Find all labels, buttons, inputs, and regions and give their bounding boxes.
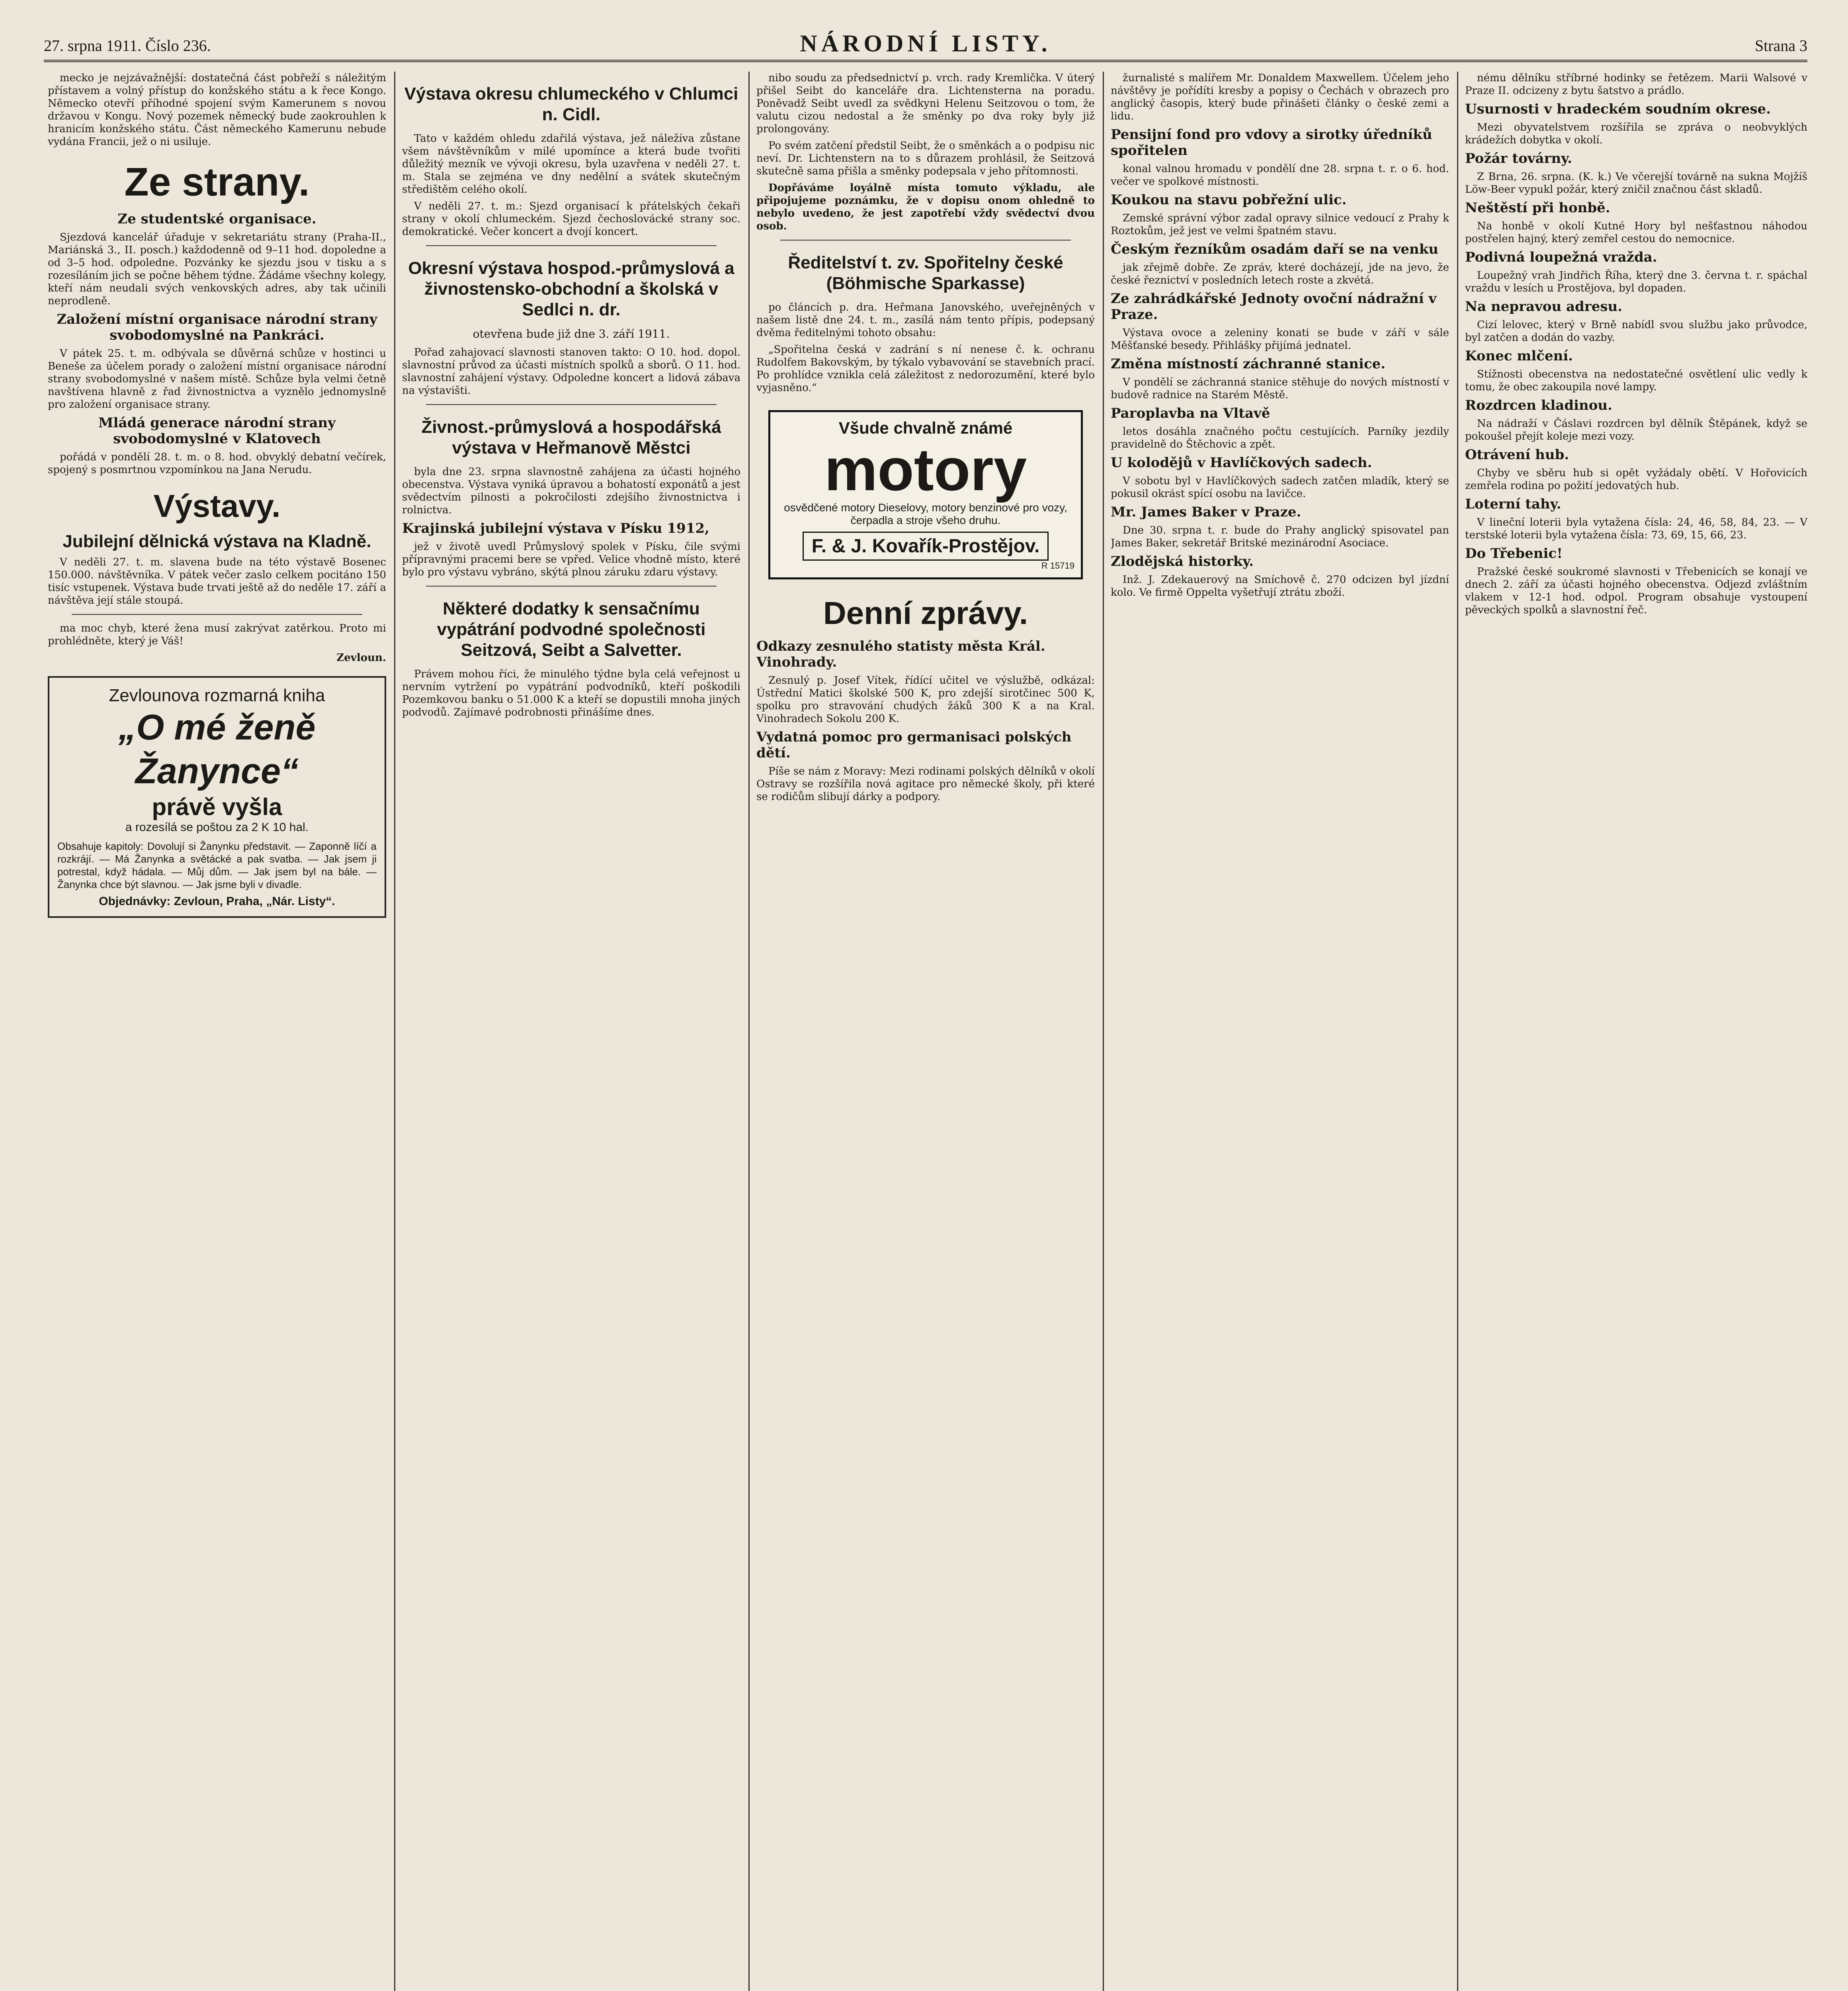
ad-code: R 15719 (1041, 561, 1074, 571)
article-text: V pátek 25. t. m. odbývala se důvěrná schůze v hostinci u Beneše za účelem porady o založení místní organisace národní strany svobodomyslné v našem místě. Schůze byla velmi četně navštívena hlavně z řad živnostnictva a vyznělo jednomyslně pro založení organisace strany. (48, 348, 386, 411)
article-text: Po svém zatčení předstil Seibt, že o směnkách a o podpisu nic neví. Dr. Lichtenstern na to s důrazem prohlásil, že Seitzová skutečně sama přišla a směnky podepsala v jeho přítomnosti. (756, 140, 1095, 177)
article-title: Ze zahrádkářské Jednoty ovoční nádražní v Praze. (1111, 291, 1437, 323)
article-text: V neděli 27. t. m. slavena bude na této výstavě Bosenec 150.000. návštěvníka. V pátek večer zaslo celkem pocitáno 150 tisíc vstupenek. Výstava bude trvati ještě až do neděle 17. září a návštěva její stále stoupá. (48, 556, 386, 606)
article-title: Výstava okresu chlumeckého v Chlumci n. Cidl. (404, 84, 738, 124)
article-title: Zlodějská historky. (1111, 553, 1254, 569)
article-title: Českým řezníkům osadám daří se na venku (1111, 241, 1439, 257)
column-2 (402, 72, 740, 1991)
article-text: Zesnulý p. Josef Vítek, řídící učitel ve výslužbě, odkázal: Ústřední Matici školské 500 K, pro zdejší sirotčinec 500 K, spolku pro stravování chudých žáků 300 K a na Kral. Vinohradech Sokolu 200 K. (756, 675, 1095, 725)
article-title: Některé dodatky k sensačnímu vypátrání podvodné společnosti Seitzová, Seibt a Salvetter. (437, 599, 706, 660)
book-advertisement (48, 676, 386, 918)
article-text: Mezi obyvatelstvem rozšířila se zpráva o neobvyklých krádežích dobytka v okolí. (1465, 121, 1807, 146)
article-text: Inž. J. Zdekauerový na Smíchově č. 270 odcizen byl jízdní kolo. Ve firmě Oppelta vyšetřují ztrátu zboží. (1111, 574, 1449, 598)
ad-brand: motory (824, 436, 1027, 503)
article-text: Na nádraží v Čáslavi rozdrcen byl dělník Štěpánek, když se pokoušel přejít koleje mezi vozy. (1465, 418, 1807, 442)
ad-publisher: Zevlounova rozmarná kniha (109, 686, 325, 705)
article-text: Zemské správní výbor zadal opravy silnice vedoucí z Prahy k Roztokům, jež jest ve velmi špatném stavu. (1111, 212, 1449, 237)
column-5 (1465, 72, 1807, 1991)
article-text: Výstava ovoce a zeleniny konati se bude v září v sále Měšťanské besedy. Přihlášky přijímá jednatel. (1111, 327, 1449, 352)
column-rule (1457, 72, 1458, 1991)
article-text: Dne 30. srpna t. r. bude do Prahy anglický spisovatel pan James Baker, sekretář Britské mezinárodní Asociace. (1111, 524, 1449, 549)
article-title: Koukou na stavu pobřežní ulic. (1111, 192, 1347, 208)
article-text: po článcích p. dra. Heřmana Janovského, uveřejněných v našem listě dne 24. t. m., zasílá nám tento přípis, podepsaný dvěma ředitelnými tohoto obsahu: (756, 301, 1095, 339)
newspaper-title: NÁRODNÍ LISTY. (800, 30, 1051, 57)
column-1 (48, 72, 386, 1991)
article-text: Dopřáváme loyálně místa tomuto výkladu, ale připojujeme poznámku, že v dopisu onom ohledně to nebylo uvedeno, že jest zapotřebí vždy svědectví dvou osob. (756, 182, 1095, 232)
article-text: nému dělníku stříbrné hodinky se řetězem. Marii Walsové v Praze II. odcizeny z bytu šatstvo a prádlo. (1465, 72, 1807, 97)
article-title: Rozdrcen kladinou. (1465, 397, 1612, 413)
article-text: jak zřejmě dobře. Ze zpráv, které docházejí, jde na jevo, že české řeznictví v posledních letech roste a zkvétá. (1111, 262, 1449, 286)
article-text: Stížnosti obecenstva na nedostatečné osvětlení ulic vedly k tomu, že obec zakoupila nové lampy. (1465, 368, 1807, 393)
column-rule (748, 72, 750, 1991)
divider (426, 404, 717, 405)
article-text: „Spořitelna česká v zadrání s ní nenese č. k. ochranu Rudolfem Bakovským, by týkalo vybavování se stavebních prací. Po prohlídce vznikla celá záležitost z nedorozumění, které bylo vyjasněno.“ (756, 344, 1095, 394)
article-text: mecko je nejzávažnější: dostatečná část pobřeží s náležitým přístavem a volný přístup do konžského státu a k řece Kongo. Německo otevří příhodné spojení svým Kamerunem s novou državou v Kongu. Nový pozemek německý bude zaokrouhlen k hranicím konžského státu. Část německého Kamerunu nebude vydána Francii, jež o ni usiluje. (48, 72, 386, 148)
page-number: Strana 3 (1754, 37, 1807, 55)
article-title: Ředitelství t. zv. Spořitelny české (Böhmische Sparkasse) (788, 253, 1063, 293)
section-heading: Ze strany. (124, 160, 310, 204)
section-heading: Výstavy. (153, 488, 281, 524)
ad-status: právě vyšla (152, 794, 282, 820)
feuilleton-text: ma moc chyb, které žena musí zakrývat zatěrkou. Proto mi prohlédněte, který je Váš! (48, 622, 386, 647)
article-text: Pořad zahajovací slavnosti stanoven takto: O 10. hod. dopol. slavnostní průvod za účasti místních spolků a sborů. O 11. hod. slavnostní zahájení výstavy. Odpoledne koncert a lidová zábava na výstavišti. (402, 346, 740, 397)
article-text: V neděli 27. t. m.: Sjezd organisací k přátelských čekaři strany v okolí chlumeckém. Sjezd čechoslovácké strany soc. demokratické. Večer koncert a dvojí koncert. (402, 200, 740, 238)
article-text: Sjezdová kancelář úřaduje v sekretariátu strany (Praha-II., Mariánská 3., II. posch.) každodenně od 9–11 hod. dopoledne a od 3–5 hod. odpoledne. Pozvánky ke sjezdu jsou v tisku a s rozesíláním jich se počne během týdne. Žádáme všechny kolegy, kteří nám neudali svých venkovských adres, aby tak učinili neprodleně. (48, 231, 386, 307)
article-text: Tato v každém ohledu zdařilá výstava, jež náležíva zůstane všem návštěvníkům v milé upomínce a která bude tvořiti důležitý mezník ve vývoji okresu, byla uzavřena v neděli 27. t. m. Stala se zejména ve dny nedělní a svátek skutečným středištěm celého okolí. (402, 133, 740, 196)
article-title: Mr. James Baker v Praze. (1111, 504, 1301, 520)
divider (426, 586, 717, 587)
article-title: Pensijní fond pro vdovy a sirotky úředníků spořitelen (1111, 127, 1432, 158)
article-title: Loterní tahy. (1465, 496, 1561, 512)
article-text: byla dne 23. srpna slavnostně zahájena za účasti hojného obecenstva. Výstava vyniká úpravou a bohatostí exponátů a jest svědectvím pilnosti a pokročilosti zdejšího živnostnictva i rolnictva. (402, 466, 740, 516)
ad-contents: Obsahuje kapitoly: Dovolují si Žanynku představit. — Zaponně líčí a rozkrájí. — Má Žanynka a světácké a pak svatba. — Jak jsem ji potrestal, když hádala. — Můj dům. — Jak jsem byl na bále. — Žanynka chce být slavnou. — Jak jsme byli v divadle. (57, 840, 377, 890)
column-rule (1103, 72, 1104, 1991)
article-text: Loupežný vrah Jindřich Říha, který dne 3. června t. r. spáchal vraždu v lesích u Prostějova, byl dopaden. (1465, 270, 1807, 294)
article-text: konal valnou hromadu v pondělí dne 28. srpna t. r. o 6. hod. večer ve spolkové místnosti. (1111, 163, 1449, 188)
article-text: V lineční loterii byla vytažena čísla: 24, 46, 58, 84, 23. — V terstské loterii byla vytažena čísla: 73, 69, 15, 66, 23. (1465, 516, 1807, 541)
article-title: Otrávení hub. (1465, 447, 1569, 463)
article-text: Na honbě v okolí Kutné Hory byl nešťastnou náhodou postřelen hajný, který zemřel cestou do nemocnice. (1465, 220, 1807, 245)
ad-order: Objednávky: Zevloun, Praha, „Nár. Listy“. (99, 895, 335, 908)
article-text: Cizí lelovec, který v Brně nabídl svou službu jako průvodce, byl zatčen a dodán do vazby. (1465, 319, 1807, 344)
article-title: Paroplavba na Vltavě (1111, 405, 1270, 421)
article-text: Právem mohou říci, že minulého týdne byla celá veřejnost u nervním vytržení po vypátrání podvodníků, kteří poškodili Pozemkovou banku o 51.000 K a kteří se dopustili mnoha jiných podvodů. Zajímavé podrobnosti přinášíme dnes. (402, 668, 740, 718)
article-title: Ze studentské organisace. (117, 211, 316, 227)
ad-tagline: Všude chvalně známé (838, 419, 1013, 437)
article-text: V sobotu byl v Havlíčkových sadech zatčen mladík, který se pokusil okrást spící osobu na lavičce. (1111, 475, 1449, 500)
column-3 (756, 72, 1095, 1991)
article-title: Změna místností záchranné stanice. (1111, 356, 1386, 372)
article-title: Požár továrny. (1465, 151, 1572, 166)
issue-date: 27. srpna 1911. Číslo 236. (44, 37, 211, 55)
column-rule (394, 72, 395, 1991)
article-text: Píše se nám z Moravy: Mezi rodinami polských dělníků v okolí Ostravy se rozšířila nová agitace pro německé školy, při které se rodičům slibují dárky a podpory. (756, 765, 1095, 803)
article-subtitle: otevřena bude již dne 3. září 1911. (473, 327, 670, 340)
article-text: nibo soudu za předsednictví p. vrch. rady Kremlička. V úterý přišel Seibt do kanceláře dra. Lichtensterna na poradu. Poněvadž Seibt uvedl za svědkyni Helenu Seitzovou o tom, že valutu cizou nedostal a že směnky po dva roky byly již prolongovány. (756, 72, 1095, 135)
article-text: V pondělí se záchranná stanice stěhuje do nových místností v budově radnice na Starém Městě. (1111, 376, 1449, 401)
article-title: Na nepravou adresu. (1465, 299, 1623, 315)
ad-maker: F. & J. Kovařík-Prostějov. (803, 532, 1049, 561)
article-text: letos dosáhla značného počtu cestujících. Parníky jezdily pravidelně do Štěchovic a zpět. (1111, 426, 1449, 450)
article-text: Chyby ve sběru hub si opět vyžádaly obětí. V Hořovicích zemřela rodina po požití jedovatých hub. (1465, 467, 1807, 492)
article-title: Konec mlčení. (1465, 348, 1573, 364)
article-title: Usurnosti v hradeckém soudním okrese. (1465, 101, 1771, 117)
article-title: Krajinská jubilejní výstava v Písku 1912, (402, 520, 709, 536)
divider (72, 614, 362, 615)
divider (426, 245, 717, 246)
article-title: Neštěstí při honbě. (1465, 200, 1610, 216)
section-heading: Denní zprávy. (823, 595, 1028, 631)
article-text: jež v životě uvedl Průmyslový spolek v Písku, čile svými přípravnými pracemi bere se vpřed. Velice vhodně místo, které bylo pro výstavu vybráno, skýtá plnou záruku zdaru výstavy. (402, 541, 740, 578)
ad-price: a rozesílá se poštou za 2 K 10 hal. (125, 821, 309, 834)
article-title: Podivná loupežná vražda. (1465, 249, 1657, 265)
article-title: Živnost.-průmyslová a hospodářská výstava v Heřmanově Městci (421, 417, 721, 458)
ad-description: osvědčené motory Dieselovy, motory benzinové pro vozy, čerpadla a stroje všeho druhu. (784, 501, 1067, 526)
article-title: Založení místní organisace národní strany svobodomyslné na Pankráci. (57, 311, 377, 343)
ad-book-title: „O mé ženě Žanynce“ (118, 708, 316, 791)
article-title: Odkazy zesnulého statisty města Král. Vinohrady. (756, 638, 1045, 670)
article-text: Z Brna, 26. srpna. (K. k.) Ve včerejší továrně na sukna Mojžíš Löw-Beer vypukl požár, který zničil značnou část skladů. (1465, 171, 1807, 196)
divider (780, 240, 1071, 241)
signature: Zevloun. (336, 652, 386, 664)
article-text: pořádá v pondělí 28. t. m. o 8. hod. obvyklý debatní večírek, spojený s posmrtnou vzpomínkou na Jana Nerudu. (48, 451, 386, 476)
article-title: Okresní výstava hospod.-průmyslová a živnostensko-obchodní a školská v Sedlci n. dr. (408, 258, 735, 319)
article-text: Pražské české soukromé slavnosti v Třebenicích se konají ve dnech 2. září za účasti hojného obecenstva. Odjezd zvláštním vlakem v 12-1 hod. odpol. Program obsahuje vystoupení pěveckých spolků a slavnostní řeč. (1465, 566, 1807, 616)
article-title: U kolodějů v Havlíčkových sadech. (1111, 455, 1372, 471)
article-title: Mládá generace národní strany svobodomyslné v Klatovech (98, 415, 336, 447)
masthead (44, 28, 1807, 62)
article-text: žurnalisté s malířem Mr. Donaldem Maxwellem. Účelem jeho návštěvy je pořídíti kresby a popisy o Čechách v obrazech pro anglický časopis, který bude přinášeti články o české zemi a lidu. (1111, 72, 1449, 122)
motory-advertisement (768, 410, 1083, 579)
article-title: Do Třebenic! (1465, 546, 1563, 561)
article-title: Vydatná pomoc pro germanisaci polských dětí. (756, 729, 1072, 761)
column-4 (1111, 72, 1449, 1991)
article-title: Jubilejní dělnická výstava na Kladně. (63, 532, 371, 551)
